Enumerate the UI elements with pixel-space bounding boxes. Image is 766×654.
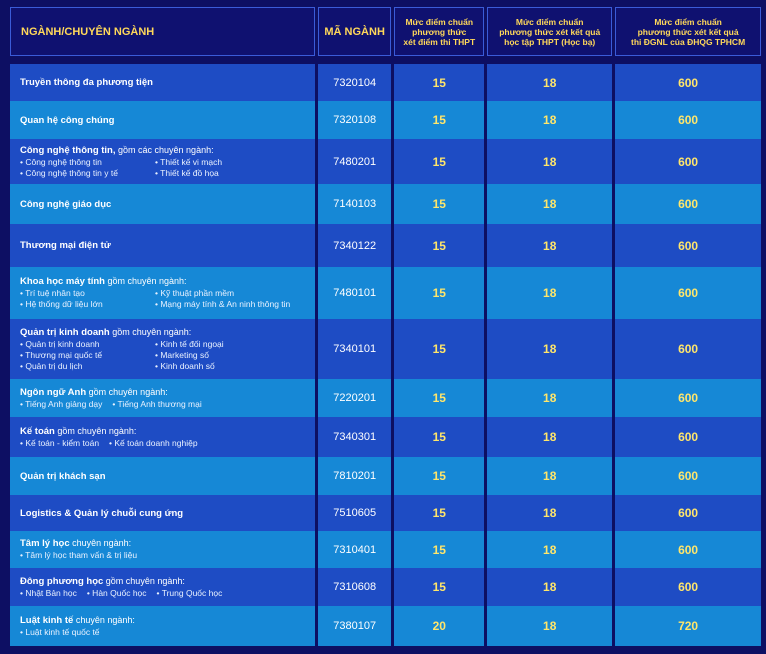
table-row [10,64,761,101]
major-suffix: gồm các chuyên ngành: [115,144,214,155]
specialization-item: • Trung Quốc học [156,587,223,598]
major-title-line [20,77,315,88]
score-dgnl: 600 [615,101,761,139]
major-code: 7510605 [318,495,391,531]
specialization-item: • Kỹ thuật phần mềm [155,288,235,298]
major-code: 7320104 [318,64,391,101]
major-cell [10,531,315,568]
table-row [10,531,761,568]
major-code: 7480201 [318,139,391,184]
score-hocba: 18 [487,64,612,101]
major-code: 7340101 [318,319,391,379]
table-row [10,379,761,417]
admission-score-table [7,7,764,646]
major-title: Đông phương học [20,575,104,587]
score-thpt: 15 [394,64,484,101]
specialization-item: • Công nghệ thông tin [20,156,102,167]
table-body [10,64,761,646]
major-code: 7480101 [318,267,391,319]
score-thpt: 20 [394,606,484,646]
score-hocba: 18 [487,531,612,568]
specialization-item: • Tâm lý học tham vấn & trị liệu [20,550,138,560]
major-title: Ngôn ngữ Anh [20,386,87,398]
major-title: Quan hệ công chúng [20,114,115,126]
score-thpt: 15 [394,457,484,495]
specialization-item: • Thiết kế vi mạch [155,156,223,167]
table-row [10,606,761,646]
score-dgnl: 600 [615,184,761,224]
major-cell [10,139,315,184]
score-thpt: 15 [394,531,484,568]
table-row [10,267,761,319]
score-thpt: 15 [394,101,484,139]
table-row [10,139,761,184]
major-cell [10,101,315,139]
major-title-line [20,199,315,210]
major-title: Thương mại điện tử [20,240,111,251]
major-title: Quản trị khách sạn [20,470,106,482]
score-thpt: 15 [394,568,484,606]
major-suffix: gồm chuyên ngành: [103,575,185,586]
major-title-line [20,538,315,549]
specialization-item: • Luật kinh tế quốc tế [20,626,100,637]
major-title-line [20,327,315,338]
specialization-item: • Kinh doanh số [155,360,215,371]
major-cell [10,184,315,224]
specialization-list [20,399,315,410]
table-row [10,319,761,379]
score-hocba: 18 [487,139,612,184]
specialization-item: • Kinh tế đối ngoại [155,338,224,349]
header-hocba-line: phương thức xét kết quả [499,26,601,37]
specialization-item: • Tiếng Anh thương mại [112,398,202,409]
header-major: NGÀNH/CHUYÊN NGÀNH [10,7,315,56]
specialization-item: • Quản trị du lịch [20,360,83,371]
score-dgnl: 600 [615,531,761,568]
header-dgnl-line: phương thức xét kết quả [637,26,739,37]
major-cell [10,319,315,379]
header-hocba-line: Mức điểm chuẩn [515,16,584,27]
score-dgnl: 600 [615,417,761,457]
header-dgnl-line: Mức điểm chuẩn [654,16,722,27]
header-code: MÃ NGÀNH [318,7,391,56]
table-row [10,568,761,606]
score-hocba: 18 [487,457,612,495]
specialization-item: • Thương mại quốc tế [20,349,103,360]
header-thpt-line: Mức điểm chuẩn [405,16,474,27]
specialization-item: • Kế toán doanh nghiệp [109,437,198,448]
header-hocba-line: học tập THPT (Học bạ) [504,36,596,47]
score-dgnl: 600 [615,139,761,184]
major-cell [10,64,315,101]
specialization-item: • Thiết kế đồ họa [155,167,219,178]
table-row [10,495,761,531]
major-title-line [20,471,315,482]
major-cell [10,267,315,319]
major-suffix: chuyên ngành: [69,538,132,548]
header-thpt [394,7,484,56]
table-row [10,224,761,267]
major-title-line [20,145,315,156]
table-row [10,101,761,139]
major-cell [10,224,315,267]
major-title: Luật kinh tế [20,614,74,626]
score-hocba: 18 [487,101,612,139]
score-thpt: 15 [394,184,484,224]
score-thpt: 15 [394,224,484,267]
specialization-list [20,288,315,310]
major-title-line [20,576,315,587]
score-dgnl: 600 [615,319,761,379]
major-suffix: gồm chuyên ngành: [104,276,187,286]
score-hocba: 18 [487,319,612,379]
major-cell [10,379,315,417]
specialization-item: • Nhật Bản học [20,587,77,598]
major-title-line [20,615,315,626]
score-hocba: 18 [487,379,612,417]
major-title: Quản trị kinh doanh [20,326,110,338]
major-code: 7380107 [318,606,391,646]
score-thpt: 15 [394,139,484,184]
major-cell [10,457,315,495]
specialization-item: • Quản trị kinh doanh [20,338,100,349]
major-suffix: gồm chuyên ngành: [54,425,137,436]
score-hocba: 18 [487,568,612,606]
major-code: 7310608 [318,568,391,606]
header-dgnl [615,7,761,56]
major-title-line [20,240,315,251]
specialization-item: • Tiếng Anh giảng dạy [20,398,103,409]
major-title-line [20,276,315,287]
header-dgnl-line: thi ĐGNL của ĐHQG TPHCM [631,36,746,47]
major-cell [10,495,315,531]
major-title-line [20,508,315,519]
table-row [10,184,761,224]
major-code: 7340122 [318,224,391,267]
table-row [10,417,761,457]
score-thpt: 15 [394,417,484,457]
score-dgnl: 600 [615,457,761,495]
specialization-item: • Hệ thống dữ liệu lớn [20,299,103,309]
score-hocba: 18 [487,606,612,646]
major-title: Truyền thông đa phương tiện [20,77,153,88]
major-code: 7220201 [318,379,391,417]
score-thpt: 15 [394,495,484,531]
score-thpt: 15 [394,379,484,417]
header-hocba [487,7,612,56]
header-thpt-line: phương thức [412,26,467,37]
score-hocba: 18 [487,267,612,319]
specialization-list [20,339,315,372]
major-suffix: gồm chuyên ngành: [86,386,168,397]
major-code: 7340301 [318,417,391,457]
specialization-item: • Mạng máy tính & An ninh thông tin [155,299,291,309]
major-title: Công nghệ thông tin, [20,144,116,156]
major-title-line [20,115,315,126]
score-dgnl: 600 [615,224,761,267]
score-hocba: 18 [487,184,612,224]
major-title-line [20,387,315,398]
specialization-list [20,157,315,179]
major-code: 7140103 [318,184,391,224]
score-dgnl: 600 [615,64,761,101]
score-hocba: 18 [487,495,612,531]
major-code: 7320108 [318,101,391,139]
specialization-list [20,627,315,638]
specialization-item: • Marketing số [155,349,209,360]
score-thpt: 15 [394,319,484,379]
specialization-item: • Trí tuệ nhân tạo [20,288,85,298]
major-title: Tâm lý học [20,538,70,549]
specialization-list [20,438,315,449]
major-title-line [20,426,315,437]
major-title: Công nghệ giáo dục [20,198,112,210]
major-title: Khoa học máy tính [20,276,105,287]
major-cell [10,606,315,646]
major-code: 7310401 [318,531,391,568]
score-hocba: 18 [487,417,612,457]
table-header-row [10,7,761,56]
score-dgnl: 720 [615,606,761,646]
specialization-list [20,550,315,561]
header-thpt-line: xét điểm thi THPT [403,36,476,47]
specialization-list [20,588,315,599]
major-title: Logistics & Quản lý chuỗi cung ứng [20,507,184,519]
major-code: 7810201 [318,457,391,495]
major-suffix: chuyên ngành: [73,614,135,625]
specialization-item: • Hàn Quốc học [86,587,147,598]
score-thpt: 15 [394,267,484,319]
score-dgnl: 600 [615,568,761,606]
major-suffix: gồm chuyên ngành: [109,326,192,337]
score-dgnl: 600 [615,267,761,319]
major-title: Kế toán [20,425,55,437]
specialization-item: • Kế toán - kiểm toán [20,437,100,448]
specialization-item: • Công nghệ thông tin y tế [20,167,118,178]
score-hocba: 18 [487,224,612,267]
score-dgnl: 600 [615,379,761,417]
score-dgnl: 600 [615,495,761,531]
major-cell [10,568,315,606]
table-row [10,457,761,495]
major-cell [10,417,315,457]
